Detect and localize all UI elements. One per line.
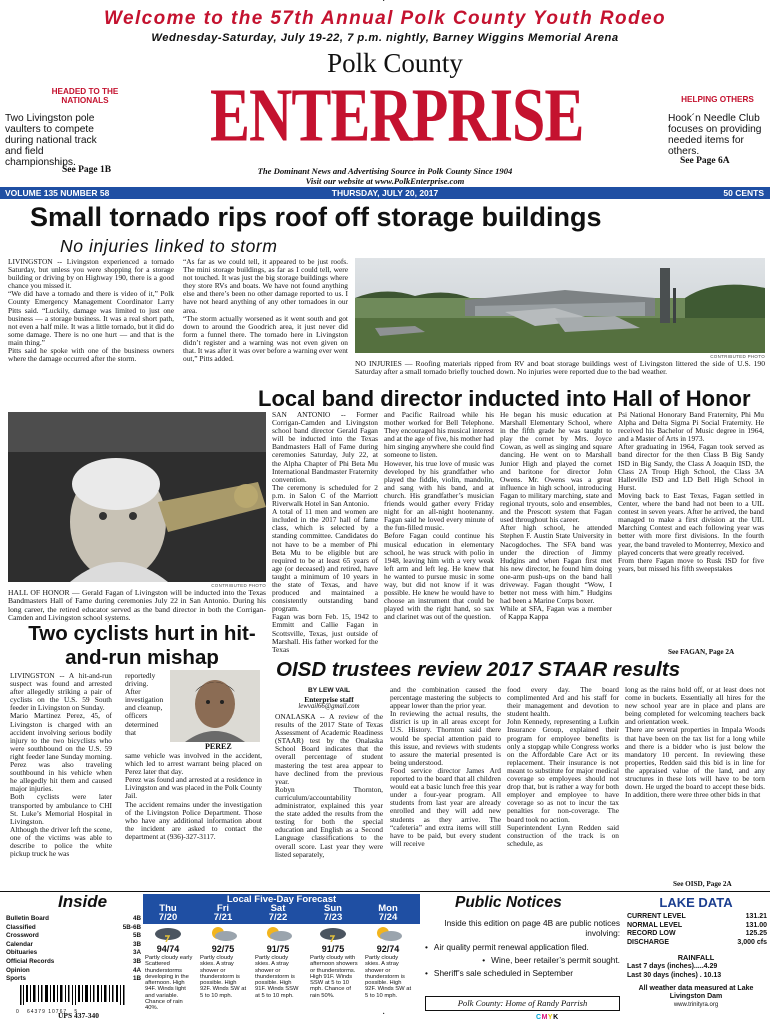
forecast-temps: 92/75: [211, 944, 235, 954]
fagan-continued-link[interactable]: See FAGAN, Page 2A: [668, 648, 735, 656]
bottom-divider: [0, 891, 770, 892]
fagan-photo-caption: HALL OF HONOR — Gerald Fagan of Livingston will be inducted into the Texas Bandmasters Hall of Fame during ceremonies July 22 in San Antonio. During his long career, the retired educator served as the band director in both the Corrigan-Camden and Livingston school systems.: [8, 588, 266, 623]
lake-url[interactable]: www.trinityra.org: [673, 1002, 719, 1008]
oisd-headline: OISD trustees review 2017 STAAR results: [276, 658, 681, 681]
masthead-name: ENTERPRISE: [210, 72, 584, 158]
rodeo-banner-subtitle: Wednesday-Saturday, July 19-22, 7 p.m. nightly, Barney Wiggins Memorial Arena: [151, 32, 619, 44]
tornado-subhead: No injuries linked to storm: [60, 236, 278, 256]
bottom-dot: ·: [382, 1009, 386, 1020]
forecast-day-name: Thu: [159, 903, 177, 914]
forecast-day-date: 7/21: [213, 912, 233, 923]
cmyk-y: Y: [547, 1014, 554, 1021]
cyclists-headline: Two cyclists hurt in hit-and-run mishap: [28, 622, 256, 669]
inside-title: Inside: [58, 892, 108, 911]
tornado-headline: Small tornado rips roof off storage buildings: [30, 202, 602, 232]
hall-column-3: He began his music education at Marshall Elementary School, where in the fifth grade he was taught to play the cornet by Mrs. Joyce Cowan, as well as singing and square dancing. He went on to Marshall Junior High and played the cornet and baritone for director John Owens. Mr. Owens was a great influence in high school, introducing Fagan to military marching, state and regional tryouts, solo and ensembles, and the Prescott system that Fagan used throughout his career. After high school, he attended Stephen F. Austin State University in Nacogdoches. The SFA band was under the direction of Jimmy Hudgins and when Fagan first met his new director, he found him doing one-arm push-ups on the band hall driveway. Fagan thought “Wow, I better not mess with him.” Hudgins had been a Marine Corps boxer. While at SFA, Fagan was a member of Kappa Kappa: [500, 411, 612, 622]
inside-item[interactable]: Classified 5B-6B: [6, 923, 141, 931]
lake-row: RECORD LOW 125.25: [627, 930, 767, 938]
cyclists-column-2a: reportedly driving. After investigation and cleanup, officers determined that: [125, 672, 164, 737]
oisd-byline-staff: Enterprise staff: [304, 695, 354, 704]
teaser-left-head: HEADED TO THE NATIONALS: [51, 87, 119, 105]
cmyk-c: C: [536, 1014, 542, 1021]
forecast-day-sun: [308, 904, 358, 923]
forecast-description: Partly cloudy skies. A stray shower or thunderstorm is possible. High 91F. Winds SSW at 5 to 10 mph.: [255, 955, 299, 999]
masthead-website: Visit our website at www.PolkEnterprise.com: [305, 176, 465, 186]
oisd-continued-link[interactable]: See OISD, Page 2A: [673, 880, 732, 888]
teaser-left-body: Two Livingston pole vaulters to compete during national track and field championships.: [5, 113, 97, 168]
barcode: [16, 985, 136, 1015]
inside-item[interactable]: Obituaries 3A: [6, 949, 141, 957]
tornado-column-1: LIVINGSTON -- Livingston experienced a tornado Saturday, but unless you were shopping for a storage building or driving by on Highway 190, there is a good chance you missed it. “We did have a tornado and there is video of it,” Polk County Emergency Management Coordinator Larry Pitts said. “Luckily, damage was limited to just one business — a storage business. It was a real short path, not even a half mile. It was a little tornado, but it did do some damage. There is no one hurt — and that is the main thing.” Pitts said he spoke with one of the business owners where the damage occurred after the storm.: [8, 258, 174, 364]
forecast-description: Partly cloudy skies. A stray shower or thunderstorm is possible. High 92F. Winds SW at 5 to 10 mph.: [200, 955, 247, 999]
issue-date: THURSDAY, JULY 20, 2017: [331, 188, 439, 198]
inside-item[interactable]: Calendar 3B: [6, 940, 141, 948]
oisd-column-4: long as the rains hold off, or at least does not come in buckets. Essentially all hires for the new school year are in place and plans are being completed for welcoming teachers back and orientation week. There are several properties in Impala Woods that have been on the tax list for a long while and there is a bidder who is just below the mandatory 10 percent. In reviewing these properties, Redden said this bid is in line for the appraised value of the land, and any structures in these lots will have to be torn down. He urged the board to accept these bids. In addition, there were three other bids in that: [625, 686, 765, 800]
ups-number: UPS 437-340: [58, 1011, 100, 1020]
fagan-portrait-illustration: [8, 412, 266, 582]
lake-row: NORMAL LEVEL 131.00: [627, 921, 767, 929]
barcode-bars: [16, 985, 136, 1005]
forecast-days: [143, 904, 420, 1024]
barcode-number: 0 64379 10767 5: [16, 1009, 79, 1015]
bullet-icon: •: [482, 955, 486, 965]
forecast-day-name: Sun: [324, 903, 342, 914]
bullet-icon: •: [425, 942, 428, 952]
forecast-description: Partly cloudy with afternoon showers or thunderstorms. High 91F. Winds SSW at 5 to 10 mph. Chance of rain 50%.: [310, 955, 358, 999]
lake-title: LAKE DATA: [659, 895, 733, 910]
inside-item[interactable]: Official Records 3B: [6, 957, 141, 965]
forecast-day-date: 7/20: [158, 912, 178, 923]
teaser-right-see[interactable]: See Page 6A: [680, 156, 730, 166]
cmyk-marker: [536, 1014, 559, 1021]
forecast-description: Partly cloudy skies. A stray shower or thunderstorm is possible. High 92F. Winds SW at 5 to 10 mph.: [365, 955, 412, 999]
lake-rows: [627, 913, 767, 947]
notice-item[interactable]: • Wine, beer retailer’s permit sought.: [482, 955, 620, 965]
cmyk-m: M: [541, 1014, 548, 1021]
forecast-day-date: 7/24: [378, 912, 398, 923]
forecast-day-name: Mon: [378, 903, 398, 914]
hall-column-4: Psi National Honorary Band Fraternity, Phi Mu Alpha and Delta Sigma Pi Social Fraternity. He received his Bachelor of Music degree in 1964, and a Master of Arts in 1973. After graduating in 1964, Fagan took served as band director for the then Class B Big Sandy ISD in Big Sandy, the Class A Joaquin ISD, the Class 2A Troup High School, the Class 3A Halleville ISD and LD Bell High School in Hurst. Moving back to East Texas, Fagan settled in Center, where the band had not been to a UIL contest in seven years. After he arrived, the band managed to make a first division at the UIL Marching Contest and each following year was better with more first divisions. In the fourth year, the band traveled to Monterrey, Mexico and played concerts that were greatly received. From there Fagan move to Rusk ISD for five years, but missed his fifth sweepstakes: [618, 411, 764, 573]
oisd-column-2: and the combination caused the percentage mastering the subjects to appear lower than the prior year. In reviewing the actual results, the district is up in all areas except for U.S. History. Thornton said there would be special attention paid to this issue, and reviews with students to assure the material presented is being understood. Food service director James Ard reported to the board that all children would eat a basic lunch free this year under a four-year program. All students from last year are already enrolled and they will add new students as they arrive. The “cafeteria” and extra items will still have to be paid, but every student will receive: [390, 686, 501, 848]
masthead-tagline: The Dominant News and Advertising Source in Polk County Since 1904: [257, 166, 513, 176]
hall-column-2: and Pacific Railroad while his mother worked for Bell Telephone. They encouraged his musical interest and at the age of five, his mother had him singing anywhere she could find someone to listen. However, his true love of music was developed by his grandfather who played the fiddle, violin, mandolin, and sang with his band, and at church. His grandfather’s musician friends would gather every Friday night for an all-night hootenanny. Fagan said he loved every minute of the fun-filled music. Before Fagan could continue his musical education in elementary school, he was struck with polio in 1948, leaving him with a very weak left arm and left leg. He knew that he wanted to pursue music in some way, but did not know if it was possible. He knew he would have to choose an instrument that could be played with the right hand, so sax and clarinet was out of the question.: [384, 411, 494, 622]
forecast-day-mon: [363, 904, 413, 923]
forecast-day-date: 7/22: [268, 912, 288, 923]
forecast-temps: 92/74: [376, 944, 400, 954]
registration-dot: ·: [382, 0, 386, 7]
rodeo-banner-title: Welcome to the 57th Annual Polk County Youth Rodeo: [104, 8, 666, 29]
teaser-left-see[interactable]: See Page 1B: [62, 165, 112, 175]
home-of-text: Polk County: Home of Randy Parrish: [457, 998, 588, 1008]
tornado-photo-caption: NO INJURIES — Roofing materials ripped from RV and boat storage buildings west of Livingston littered the side of U.S. 190 Saturday after a small tornado briefly touched down. No injuries were reported due to the bad weather.: [355, 359, 765, 377]
forecast-temps: 94/74: [156, 944, 180, 954]
inside-item[interactable]: Sports 1B: [6, 975, 141, 983]
teaser-right-head: HELPING OTHERS: [681, 95, 754, 104]
hall-column-1: SAN ANTONIO -- Former Corrigan-Camden and Livingston school band director Gerald Fagan will be inducted into the Texas Bandmasters Hall of Fame during ceremonies Saturday, July 22, at the Alpha Chapter of Phi Beta Mu International Bandmaster Fraternity convention. The ceremony is scheduled for 2 p.m. in Salon C of the Marriott Riverwalk Hotel in San Antonio. A total of 11 men and women are included in the 2017 hall of fame class, which is selected by a standing committee. Candidates do not have to be a member of Phi Beta Mu to be eligible but are required to be at least 65 years of age (or deceased) and retired, have taught a minimum of 10 years in the state of Texas, and have produced and maintained a consistently outstanding band program. Fagan was born Feb. 15, 1942 to Emmitt and Callie Fagan in Scottsville, Texas, just outside of Marshall. His father worked for the Texas: [272, 411, 378, 654]
notices-intro: Inside this edition on page 4B are public notices involving:: [444, 918, 620, 938]
oisd-column-3: food every day. The board complimented Ard and his staff for their management and devotion to student health. John Kennedy, representing a Lufkin Insurance Group, explained their program for employee benefits is only a stopgap while Congress works on the Affordable Care Act or its replacement. Their insurance is not meant to substitute for major medical coverage so employees should not drop that, but is rather a way for both employer and employee to have coverage so as not to incur the tax penalties for non-coverage. The board took no action. Superintendent Lynn Redden said construction of the track is on schedule, as: [507, 686, 619, 848]
volume-bar: [0, 187, 770, 199]
forecast-day-thu: [143, 904, 193, 923]
inside-item[interactable]: Crossword 5B: [6, 932, 141, 940]
oisd-column-1: ONALASKA -- A review of the results of the 2017 State of Texas Assessment of Academic Readiness (STAAR) test by the Onalaska School Board indicates that the overall percentage of student mastering the test area appear to have declined from the previous year. Robyn Thornton, curriculum/accountability administrator, explained this year the state added the results from the testing for both the special education and English as a Second Language classifications to the overall score. Last year they were listed separately,: [275, 713, 383, 859]
forecast-temps: 91/75: [266, 944, 290, 954]
lake-row: CURRENT LEVEL 131.21: [627, 913, 767, 920]
tornado-photo-illustration: [355, 258, 765, 353]
forecast-temps: 91/75: [321, 944, 345, 954]
teaser-right-body: Hook´n Needle Club focuses on providing needed items for others.: [668, 113, 762, 157]
cmyk-k: K: [553, 1014, 559, 1021]
notice-item[interactable]: • Air quality permit renewal application filed.: [425, 942, 589, 952]
notices-list: [425, 942, 620, 978]
inside-item[interactable]: Bulletin Board 4B: [6, 915, 141, 922]
tornado-damage-photo: [355, 258, 765, 353]
cyclists-column-2b: same vehicle was involved in the accident, which led to arrest warrant being placed on Perez later that day. Perez was found and arrested at a residence in Livingston and was placed in the Polk County Jail. The accident remains under the investigation of the Livingston Police Department. Those who have any additional information about the incident are asked to contact the department at (936)-327-3117.: [125, 752, 262, 841]
bullet-icon: •: [425, 968, 428, 978]
perez-mugshot-illustration: [170, 670, 260, 742]
forecast-day-date: 7/23: [323, 912, 343, 923]
perez-label: PEREZ: [205, 742, 232, 751]
lake-measured-note: All weather data measured at Lake Livingston Dam: [638, 985, 754, 1000]
inside-index: [6, 915, 141, 984]
rainfall-30day: Last 30 days (inches) . 10.13: [627, 972, 722, 979]
forecast-day-sat: [253, 904, 303, 923]
volume-number: VOLUME 135 NUMBER 58: [5, 188, 110, 198]
tornado-column-2: “As far as we could tell, it appeared to be just roofs. The mini storage buildings, as far as I could tell, were not touched. It was just the big storage buildings where they store RVs and boats. We have not found anything else and there’s been no other damage reported to us. I have not heard anything of any other tornadoes in our area. “The storm actually worsened as it went south and got down to around the Goodrich area, it just never did form a funnel there. The tornado here in Livingston didn’t register and a warning was not even given on that. It was after it was over before a warning ever went out,” Pitts added.: [183, 258, 348, 364]
forecast-day-name: Fri: [216, 903, 230, 914]
notice-item[interactable]: • Sheriff’s sale scheduled in September: [425, 968, 574, 978]
masthead-county: Polk County: [327, 48, 463, 78]
lake-row: DISCHARGE 3,000 cfs: [627, 938, 767, 946]
fagan-photo-credit: CONTRIBUTED PHOTO: [211, 583, 266, 588]
price: 50 CENTS: [723, 188, 764, 198]
oisd-byline: BY LEW VAIL: [308, 687, 350, 694]
home-of-box: [425, 996, 620, 1011]
cyclists-column-1: LIVINGSTON -- A hit-and-run suspect was found and arrested after allegedly striking a pair of cyclists on the U.S. 59 South feeder in Livingston on Sunday. Mario Martinez Perez, 45, of Livingston is charged with an accident involving serious bodily injury to the two bicyclists who were southbound on the U.S. 59 right feeder lane Sunday morning. Perez was also traveling southbound in his vehicle when he allegedly hit them and caused major injuries. Both cyclists were later transported by ambulance to CHI St. Luke’s Memorial Hospital in Livingston. Although the driver left the scene, one of the victims was able to describe to police the white pickup truck he was: [10, 672, 112, 859]
rainfall-7day: Last 7 days (inches).....4.29: [627, 963, 718, 970]
inside-item[interactable]: Opinion 4A: [6, 966, 141, 974]
oisd-byline-email[interactable]: lewvail66@gmail.com: [298, 703, 360, 710]
rainfall-title: RAINFALL: [677, 953, 715, 962]
fagan-photo: [8, 412, 266, 582]
forecast-day-fri: [198, 904, 248, 923]
notices-title: Public Notices: [455, 894, 562, 911]
hall-headline: Local band director inducted into Hall of Honor: [258, 386, 751, 411]
forecast-description: Partly cloudy early Scattered thunderstorms developing in the afternoon. High 94F. Winds light and variable. Chance of rain 40%.: [145, 955, 193, 1012]
tornado-photo-credit: CONTRIBUTED PHOTO: [710, 354, 765, 359]
forecast-title: Local Five-Day Forecast: [226, 894, 337, 905]
forecast-day-name: Sat: [270, 903, 286, 914]
perez-mugshot: [170, 670, 260, 742]
